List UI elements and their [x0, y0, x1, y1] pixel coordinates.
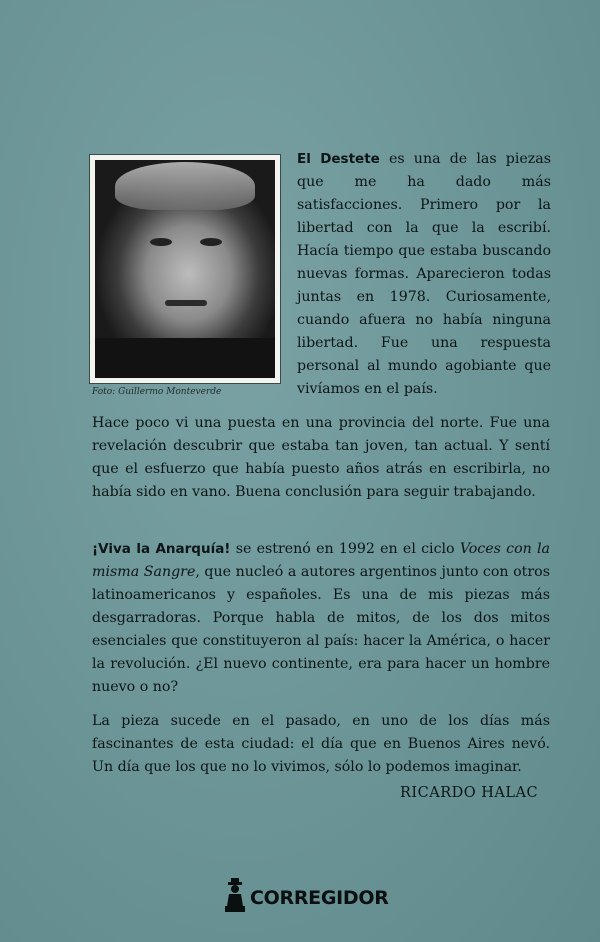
publisher-logo: [222, 878, 389, 912]
publisher-name: CORREGIDOR: [250, 887, 389, 909]
third-paragraph-text-b: , que nucleó a autores argentinos junto con otros latinoamericanos y españoles. Es una de mis piezas más desgarradoras. Porque habla de mitos, de los dos mitos esenciales que constituyeron al país: hacer la América, o hacer la revolución. ¿El nuevo continente, era para hacer un hombre nuevo o no?: [92, 564, 550, 695]
second-paragraph: Hace poco vi una puesta en una provincia del norte. Fue una revelación descubrir que estaba tan joven, tan actual. Y sentí que el esfuerzo que había puesto años atrás en escribirla, no había sido en vano. Buena conclusión para seguir trabajando.: [92, 415, 550, 500]
photo-credit: Foto: Guillermo Monteverde: [92, 387, 222, 397]
cycle-name: Voces con la misma Sangre: [92, 541, 551, 580]
third-paragraph-text-a: se estrenó en 1992 en el ciclo: [230, 541, 460, 557]
author-photo: [90, 155, 280, 383]
third-paragraph: [92, 538, 550, 699]
intro-text: es una de las piezas que me ha dado más satisfacciones. Primero por la libertad con la que la escribí. Hacía tiempo que estaba buscando nuevas formas. Aparecieron todas juntas en 1978. Curiosamente, cuando afuera no había ninguna libertad. Fue una respuesta personal al mundo agobiante que vivíamos en el país.: [297, 151, 551, 397]
corregidor-figure-icon: [222, 878, 248, 912]
intro-paragraph: [297, 148, 551, 401]
intro-title: El Destete: [297, 151, 380, 167]
portrait-hair: [115, 162, 255, 210]
third-paragraph-title: ¡Viva la Anarquía!: [92, 541, 231, 557]
fourth-paragraph: La pieza sucede en el pasado, en uno de los días más fascinantes de esta ciudad: el día que en Buenos Aires nevó. Un día que los que no lo vivimos, sólo lo podemos imaginar.: [92, 713, 550, 775]
portrait-eye-left: [150, 238, 172, 246]
author-portrait: [95, 160, 275, 378]
portrait-mouth: [165, 300, 207, 306]
author-signature: RICARDO HALAC: [400, 785, 539, 801]
portrait-eye-right: [200, 238, 222, 246]
portrait-shirt: [95, 338, 275, 378]
